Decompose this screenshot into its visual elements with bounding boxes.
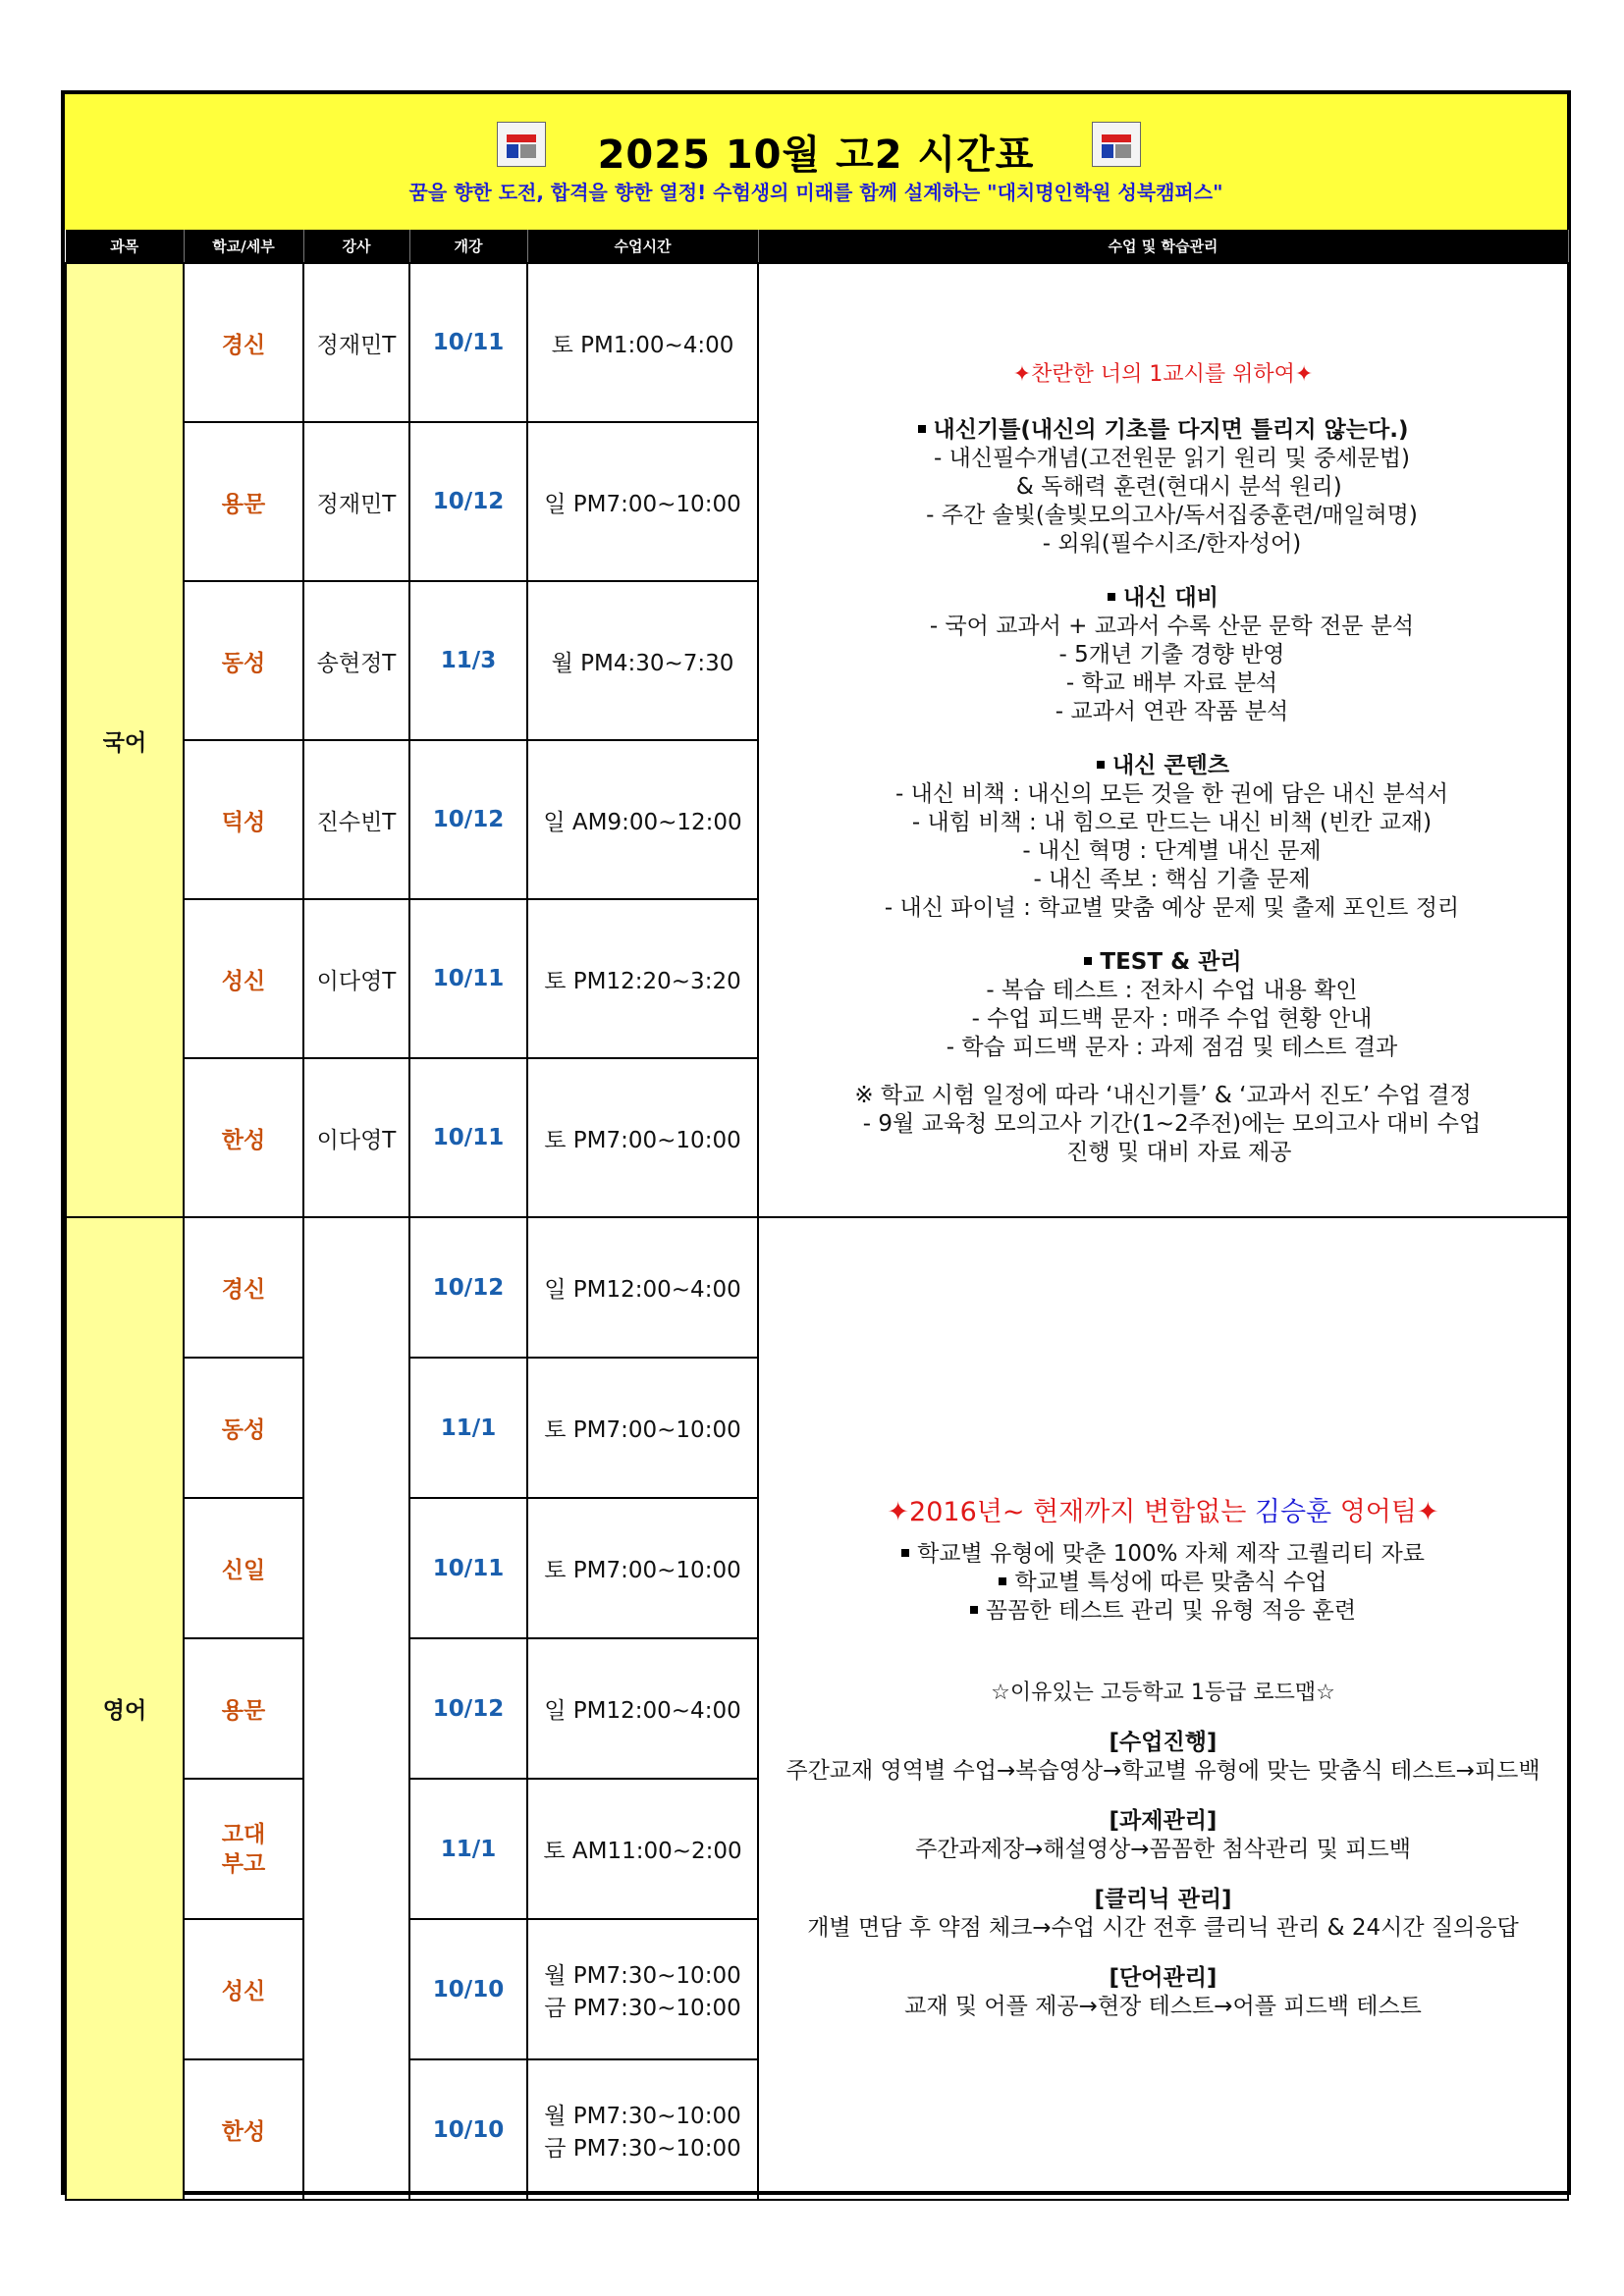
table-header-row xyxy=(66,230,1568,263)
col-school: 학교/세부 xyxy=(184,230,303,263)
col-open-date: 개강 xyxy=(409,230,527,263)
open-date-cell: 10/11 xyxy=(409,1498,527,1638)
list-item: - 내힘 비책 : 내 힘으로 만드는 내신 비책 (빈칸 교재) xyxy=(911,810,1433,835)
school-cell: 동성 xyxy=(184,1358,303,1498)
class-time-cell: 월 PM4:30~7:30 xyxy=(527,581,758,740)
list-item: - 내신필수개념(고전원문 읽기 원리 및 중세문법) xyxy=(934,446,1410,471)
block-text: 주간교재 영역별 수업→복습영상→학교별 유형에 맞는 맞춤식 테스트→피드백 xyxy=(785,1758,1541,1784)
class-time-cell: 토 AM11:00~2:00 xyxy=(527,1779,758,1919)
square-bullet-icon xyxy=(970,1606,978,1614)
col-subject: 과목 xyxy=(66,230,184,263)
block-label: [과제관리] xyxy=(1109,1808,1218,1834)
open-date-cell: 11/3 xyxy=(409,581,527,740)
block-text: 주간과제장→해설영상→꼼꼼한 첨삭관리 및 피드백 xyxy=(915,1837,1411,1862)
list-item: - 학습 피드백 문자 : 과제 점검 및 테스트 결과 xyxy=(946,1035,1398,1060)
school-cell: 경신 xyxy=(184,1217,303,1358)
open-date-cell: 10/11 xyxy=(409,263,527,422)
list-item: - 복습 테스트 : 전차시 수업 내용 확인 xyxy=(986,978,1358,1003)
class-time-cell: 토 PM1:00~4:00 xyxy=(527,263,758,422)
block-label: [클리닉 관리] xyxy=(1094,1887,1232,1912)
class-time-cell: 일 PM12:00~4:00 xyxy=(527,1217,758,1358)
teacher-cell: 송현정T xyxy=(303,581,409,740)
list-item: - 5개년 기출 경향 반영 xyxy=(1058,642,1285,667)
table-row xyxy=(66,263,1568,422)
open-date-cell: 10/12 xyxy=(409,740,527,899)
list-item: - 국어 교과서 + 교과서 수록 산문 문학 전문 분석 xyxy=(929,614,1415,639)
list-item: - 학교 배부 자료 분석 xyxy=(1065,670,1278,696)
list-item: 학교별 유형에 맞춘 100% 자체 제작 고퀄리티 자료 xyxy=(759,1540,1567,1569)
col-class-time: 수업시간 xyxy=(527,230,758,263)
class-time-cell: 일 PM12:00~4:00 xyxy=(527,1638,758,1779)
class-time-cell: 토 PM7:00~10:00 xyxy=(527,1358,758,1498)
korean-section: 내신 콘텐츠 - 내신 비책 : 내신의 모든 것을 한 권에 담은 내신 분석서 - 내힘 비책 : 내 힘으로 만드는 내신 비책 (빈칸 교재) - 내신 혁명 : 단계별 내신 문제 - 내신 족보 : 핵심 기출 문제 - 내신 파이널 : 학교별 맞춤 예상 문제 및 출제 포인트 정리 xyxy=(759,752,1567,923)
list-item: - 내신 비책 : 내신의 모든 것을 한 권에 담은 내신 분석서 xyxy=(894,781,1449,807)
subject-english: 영어 xyxy=(66,1217,184,2200)
subject-korean: 국어 xyxy=(66,263,184,1217)
list-item: - 내신 족보 : 핵심 기출 문제 xyxy=(1033,867,1311,892)
timetable-sheet xyxy=(61,90,1571,2195)
open-date-cell: 10/12 xyxy=(409,1638,527,1779)
square-bullet-icon xyxy=(901,1549,909,1557)
academy-logo-right xyxy=(1092,122,1141,167)
open-date-cell: 11/1 xyxy=(409,1779,527,1919)
school-cell: 용문 xyxy=(184,1638,303,1779)
teacher-cell: 정재민T xyxy=(303,263,409,422)
list-item: - 내신 혁명 : 단계별 내신 문제 xyxy=(1022,838,1322,864)
school-cell: 성신 xyxy=(184,1919,303,2059)
school-cell: 경신 xyxy=(184,263,303,422)
korean-note xyxy=(759,1082,1567,1167)
teacher-cell-empty xyxy=(303,1217,409,2200)
class-time-cell: 토 PM7:00~10:00 xyxy=(527,1498,758,1638)
teacher-name: 김승훈 xyxy=(1254,1497,1332,1527)
teacher-cell: 이다영T xyxy=(303,1058,409,1217)
school-cell: 한성 xyxy=(184,2059,303,2200)
english-class-notes xyxy=(758,1217,1568,2200)
class-time-cell: 월 PM7:30~10:00 금 PM7:30~10:00 xyxy=(527,2059,758,2200)
list-item: 진행 및 대비 자료 제공 xyxy=(1052,1140,1292,1165)
class-time-cell: 일 AM9:00~12:00 xyxy=(527,740,758,899)
open-date-cell: 10/10 xyxy=(409,1919,527,2059)
school-cell: 한성 xyxy=(184,1058,303,1217)
school-cell: 고대 부고 xyxy=(184,1779,303,1919)
page-title: 2025 10월 고2 시간표 xyxy=(597,133,1035,178)
square-bullet-icon xyxy=(1108,593,1115,601)
square-bullet-icon xyxy=(1097,761,1105,769)
block-text: 개별 면담 후 약점 체크→수업 시간 전후 클리닉 관리 & 24시간 질의응답 xyxy=(807,1915,1519,1941)
school-cell: 동성 xyxy=(184,581,303,740)
class-time-cell: 토 PM7:00~10:00 xyxy=(527,1058,758,1217)
open-date-cell: 10/11 xyxy=(409,1058,527,1217)
list-item: - 교과서 연관 작품 분석 xyxy=(1055,699,1289,724)
header-banner xyxy=(65,94,1567,230)
square-bullet-icon xyxy=(1084,957,1092,965)
school-cell: 성신 xyxy=(184,899,303,1058)
list-item: - 내신 파이널 : 학교별 맞춤 예상 문제 및 출제 포인트 정리 xyxy=(884,895,1460,921)
english-bullets xyxy=(759,1540,1567,1626)
block-label: [수업진행] xyxy=(1109,1730,1218,1755)
page-subtitle: 꿈을 향한 도전, 합격을 향한 열정! 수험생의 미래를 함께 설계하는 "대치명인학원 성북캠퍼스" xyxy=(408,181,1223,204)
list-item: - 외워(필수시조/한자성어) xyxy=(1042,531,1302,557)
table-row xyxy=(66,1217,1568,1358)
open-date-cell: 10/10 xyxy=(409,2059,527,2200)
teacher-cell: 진수빈T xyxy=(303,740,409,899)
open-date-cell: 10/12 xyxy=(409,422,527,581)
school-cell: 용문 xyxy=(184,422,303,581)
class-time-cell: 일 PM7:00~10:00 xyxy=(527,422,758,581)
timetable xyxy=(65,230,1569,2201)
col-teacher: 강사 xyxy=(303,230,409,263)
korean-section: 내신기틀(내신의 기초를 다지면 틀리지 않는다.) - 내신필수개념(고전원문 읽기 원리 및 중세문법) & 독해력 훈련(현대시 분석 원리) - 주간 솔빛(솔빛모의고사/독서집중훈련/매일혀명) - 외워(필수시조/한자성어) xyxy=(759,416,1567,559)
korean-section: 내신 대비 - 국어 교과서 + 교과서 수록 산문 문학 전문 분석 - 5개년 기출 경향 반영 - 학교 배부 자료 분석 - 교과서 연관 작품 분석 xyxy=(759,584,1567,726)
korean-headline: ✦찬란한 너의 1교시를 위하여✦ xyxy=(1012,362,1314,387)
english-headline: ✦2016년~ 현재까지 변함없는 김승훈 영어팀✦ xyxy=(887,1497,1439,1527)
list-item: 꼼꼼한 테스트 관리 및 유형 적응 훈련 xyxy=(759,1597,1567,1626)
list-item: - 9월 교육청 모의고사 기간(1~2주전)에는 모의고사 대비 수업 xyxy=(862,1111,1482,1137)
open-date-cell: 10/12 xyxy=(409,1217,527,1358)
class-time-cell: 토 PM12:20~3:20 xyxy=(527,899,758,1058)
open-date-cell: 11/1 xyxy=(409,1358,527,1498)
english-roadmap xyxy=(759,1679,1567,2021)
korean-class-notes xyxy=(758,263,1568,1217)
school-cell: 신일 xyxy=(184,1498,303,1638)
teacher-cell: 이다영T xyxy=(303,899,409,1058)
open-date-cell: 10/11 xyxy=(409,899,527,1058)
block-label: [단어관리] xyxy=(1109,1965,1218,1991)
teacher-cell: 정재민T xyxy=(303,422,409,581)
list-item: - 수업 피드백 문자 : 매주 수업 현황 안내 xyxy=(971,1006,1373,1032)
korean-section: TEST & 관리 - 복습 테스트 : 전차시 수업 내용 확인 - 수업 피드백 문자 : 매주 수업 현황 안내 - 학습 피드백 문자 : 과제 점검 및 테스트 결과 xyxy=(759,948,1567,1062)
list-item: & 독해력 훈련(현대시 분석 원리) xyxy=(1001,474,1342,500)
list-item: - 주간 솔빛(솔빛모의고사/독서집중훈련/매일혀명) xyxy=(926,503,1418,528)
square-bullet-icon xyxy=(999,1577,1006,1585)
list-item: 학교별 특성에 따른 맞춤식 수업 xyxy=(759,1569,1567,1597)
block-text: 교재 및 어플 제공→현장 테스트→어플 피드백 테스트 xyxy=(904,1994,1422,2019)
square-bullet-icon xyxy=(918,425,926,433)
class-time-cell: 월 PM7:30~10:00 금 PM7:30~10:00 xyxy=(527,1919,758,2059)
col-class-management: 수업 및 학습관리 xyxy=(758,230,1568,263)
school-cell: 덕성 xyxy=(184,740,303,899)
note-mark: ※ 학교 시험 일정에 따라 ‘내신기틀’ & ‘교과서 진도’ 수업 결정 xyxy=(854,1083,1472,1108)
roadmap-title: ☆이유있는 고등학교 1등급 로드맵☆ xyxy=(991,1681,1335,1705)
